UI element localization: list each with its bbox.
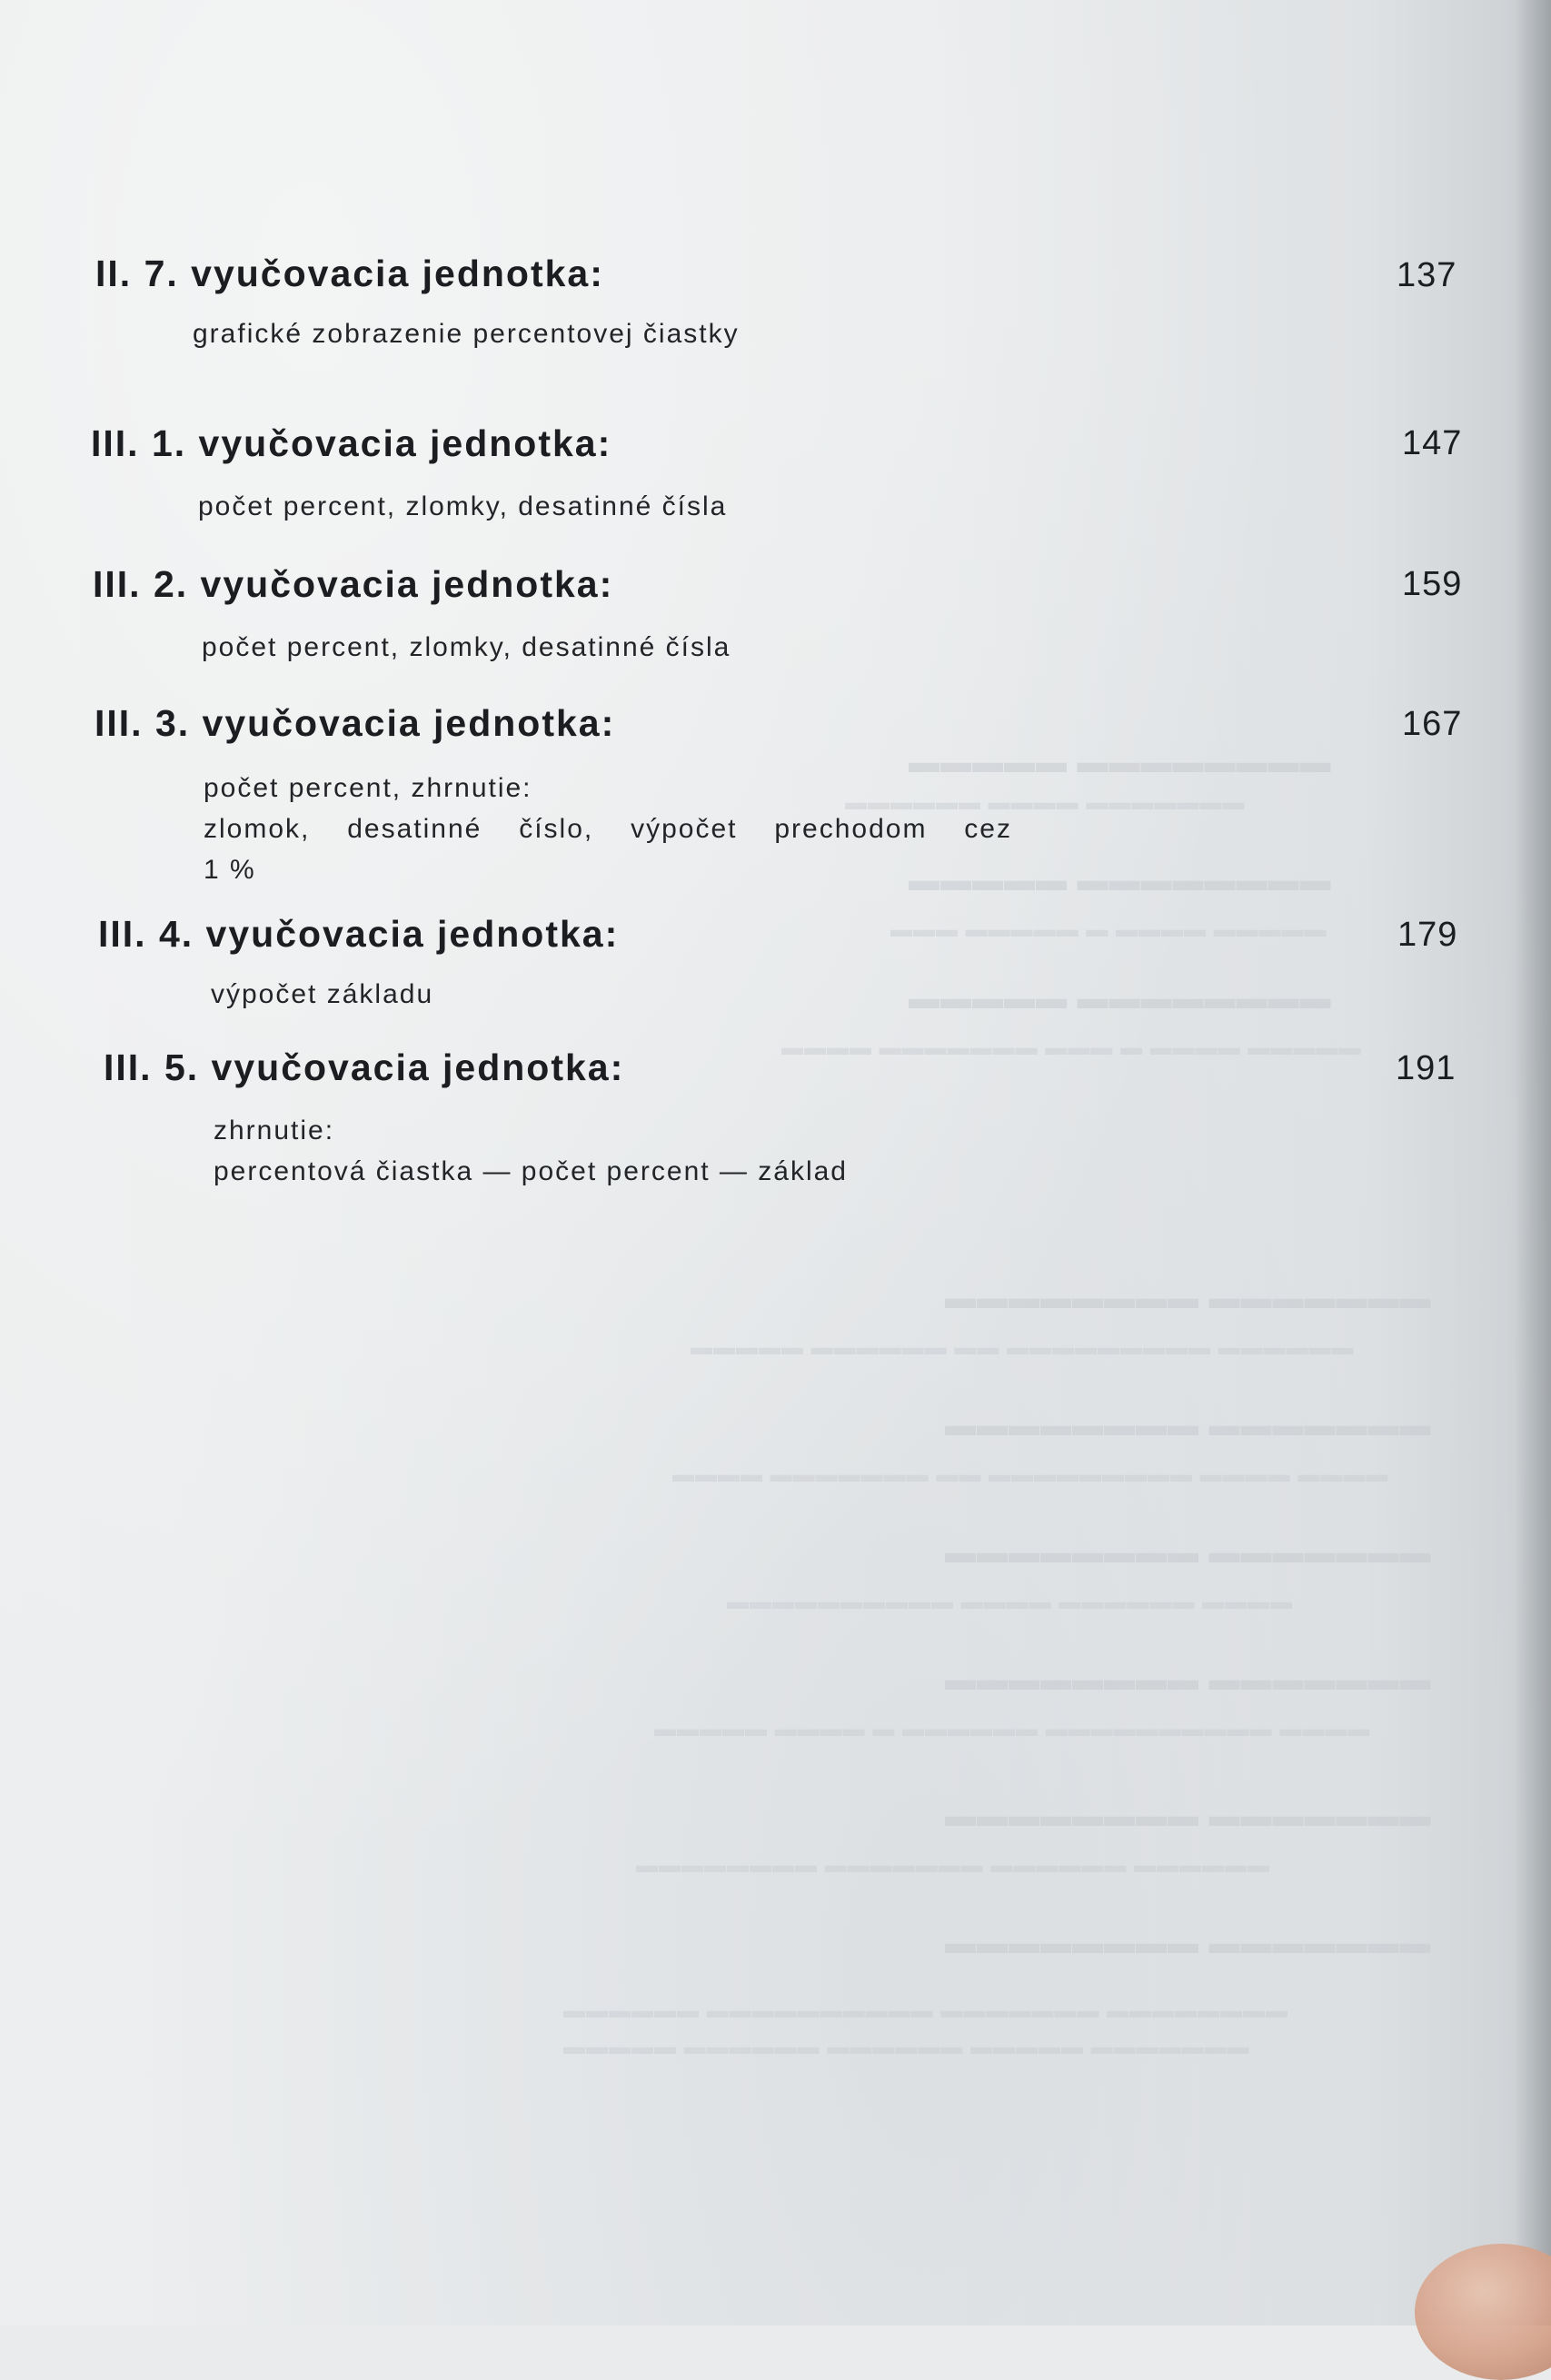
entry-page-number: 191: [1396, 1049, 1457, 1087]
thumb: [1415, 2244, 1551, 2380]
entry-description: [214, 1110, 848, 1192]
entry-page-number: 179: [1397, 916, 1458, 954]
entry-description-line: percentová čiastka — počet percent — základ: [214, 1156, 848, 1186]
entry-page-number: 167: [1402, 705, 1463, 743]
entry-title: II. 7. vyučovacia jednotka:: [95, 253, 604, 294]
entry-page-number: 159: [1402, 565, 1463, 603]
entry-title: III. 1. vyučovacia jednotka:: [91, 422, 612, 464]
entry-description-line: 1 %: [204, 855, 256, 885]
entry-description-line: počet percent, zlomky, desatinné čísla: [198, 491, 728, 521]
entry-title: III. 2. vyučovacia jednotka:: [93, 563, 614, 605]
entry-description-line: grafické zobrazenie percentovej čiastky: [193, 319, 740, 349]
entry-page-number: 147: [1402, 424, 1463, 462]
entry-description: [202, 627, 731, 668]
entry-description: [198, 486, 727, 527]
entry-title: III. 5. vyučovacia jednotka:: [104, 1046, 625, 1088]
entry-description-line: počet percent, zhrnutie:: [204, 773, 532, 803]
entry-description: [211, 974, 433, 1015]
entry-description-line: zhrnutie:: [214, 1116, 335, 1145]
entry-title: III. 4. vyučovacia jednotka:: [98, 913, 620, 955]
entry-description-line: počet percent, zlomky, desatinné čísla: [202, 632, 731, 662]
entry-page-number: 137: [1397, 256, 1457, 294]
entry-title: III. 3. vyučovacia jednotka:: [94, 702, 616, 744]
entry-description: [204, 768, 1012, 890]
page-edge-shadow: [1515, 0, 1551, 2325]
entry-description-line: výpočet základu: [211, 979, 434, 1009]
entry-description-line: zlomok, desatinné číslo, výpočet prechodom cez: [204, 814, 1012, 844]
book-page: ▬▬▬▬▬ ▬▬▬▬▬▬▬▬ ▬▬▬▬▬▬ ▬▬▬▬ ▬▬▬▬▬▬▬ ▬▬▬▬▬ ▬▬▬▬▬▬▬▬ ▬▬▬ ▬▬▬▬▬ ▬ ▬▬▬▬ ▬▬▬▬▬ ▬▬▬▬▬ ▬▬▬▬▬▬▬▬ ▬▬▬▬ ▬▬▬▬▬▬▬ ▬▬▬ ▬ ▬▬▬▬ ▬▬▬▬▬ ▬▬▬▬▬▬▬▬ ▬▬▬▬▬▬▬ ▬▬▬▬▬ ▬▬▬▬▬▬ ▬▬ ▬▬▬▬▬▬▬▬▬ ▬▬▬▬▬▬ ▬▬▬▬▬▬▬▬ ▬▬▬▬▬▬▬ ▬▬▬▬ ▬▬▬▬▬▬▬ ▬▬ ▬▬▬▬▬▬▬▬▬ ▬▬▬▬ ▬▬▬▬ ▬▬▬▬▬▬▬▬ ▬▬▬▬▬▬▬ ▬▬▬▬▬▬▬▬▬▬ ▬▬▬▬ ▬▬▬▬▬▬ ▬▬▬▬ ▬▬▬▬▬▬▬▬ ▬▬▬▬▬▬▬ ▬▬▬▬▬ ▬▬▬▬ ▬ ▬▬▬▬▬▬ ▬▬▬▬▬▬▬▬▬▬ ▬▬▬▬ ▬▬▬▬▬▬▬▬ ▬▬▬▬▬▬▬ ▬▬▬▬▬▬▬▬ ▬▬▬▬▬▬▬ ▬▬▬▬▬▬ ▬▬▬▬▬▬ ▬▬▬▬▬▬▬▬ ▬▬▬▬▬▬▬ ▬▬▬▬▬▬ ▬▬▬▬▬▬▬▬▬▬ ▬▬▬▬▬▬▬ ▬▬▬▬▬▬▬▬ ▬▬▬▬▬ ▬▬▬▬▬▬ ▬▬▬▬▬▬ ▬▬▬▬▬ ▬▬▬▬▬▬▬ II. 7. vyučovacia jednotka: 137 grafické zobrazenie percentovej čiastky III. 1. vyučovacia jednotka: 147 počet percent, zlomky, desatinné čísla III. 2. vyučovacia jednotka: 159 počet percent, zlomky, desatinné čísla III. 3. vyučovacia jednotka: 167 počet percent, zhrnutie: zlomok, desatinné číslo, výpočet prechodom cez 1 % III. 4. vyučovacia jednotka: 179 výpočet základu III. 5. vyučovacia jednotka: 191 zhrnutie: percentová čiastka — počet percent — základ: [0, 0, 1551, 2325]
entry-description: [193, 313, 740, 354]
